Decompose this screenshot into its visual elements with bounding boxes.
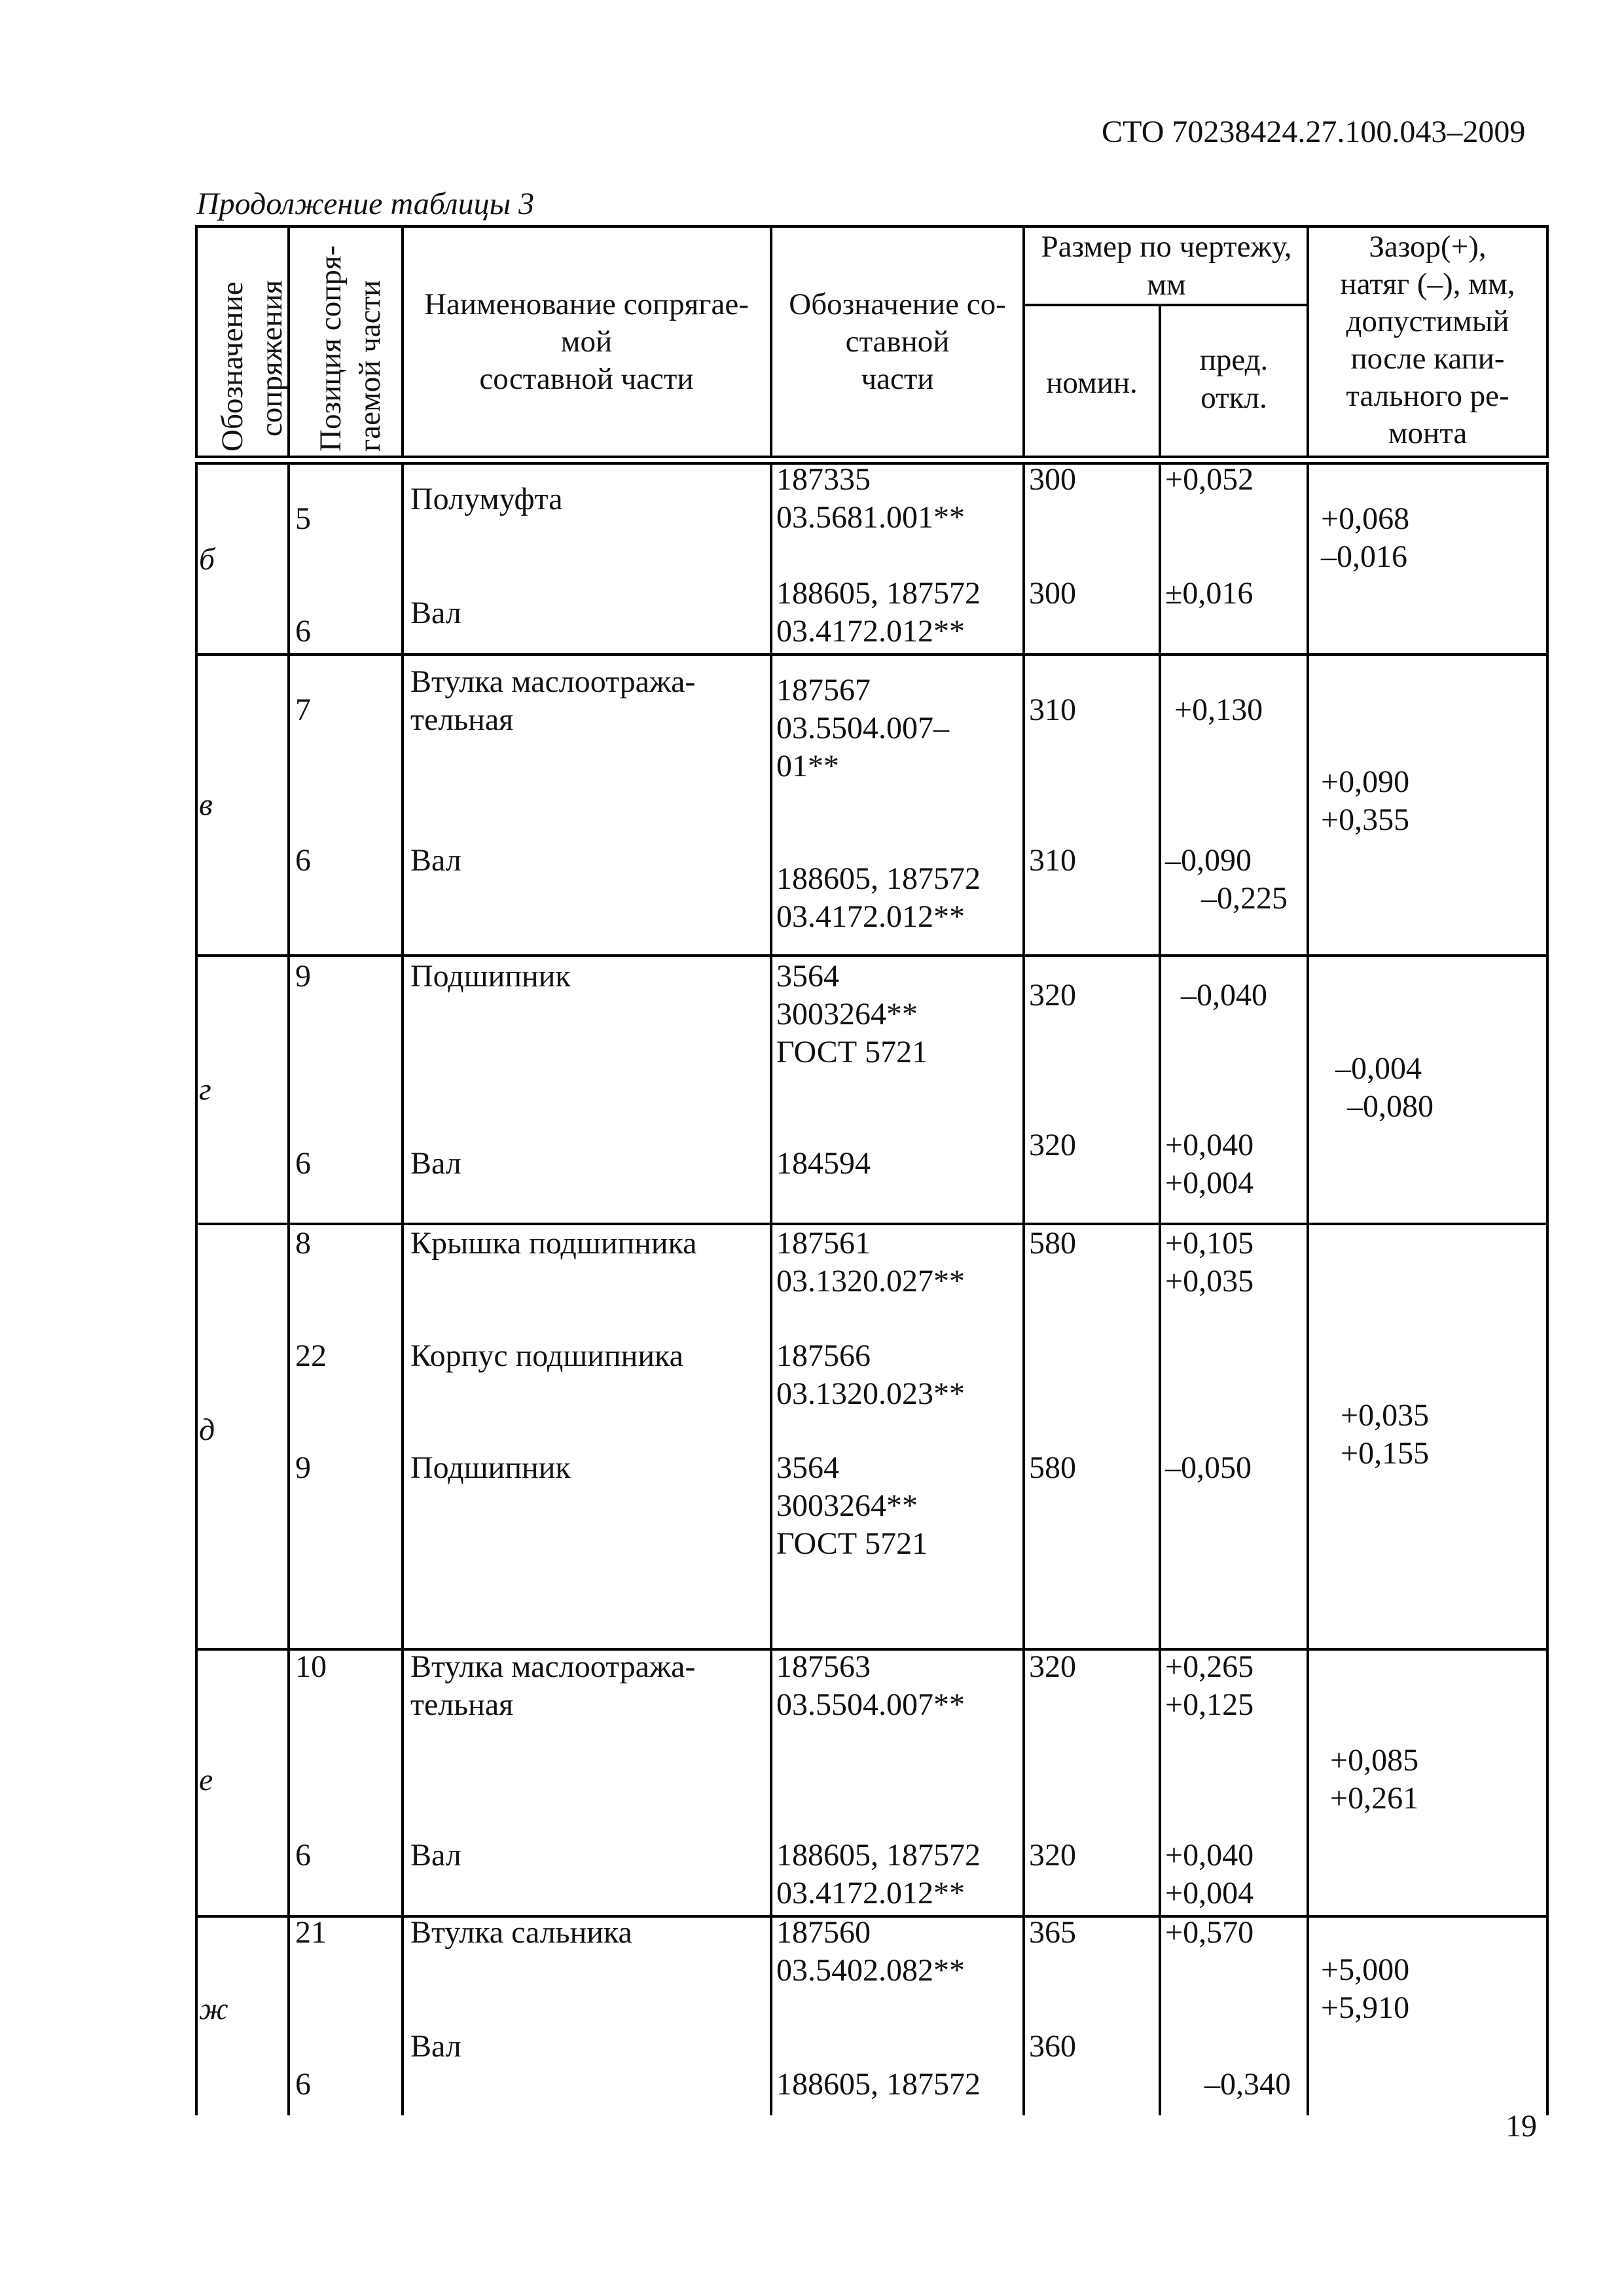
part-component-line: 03.5504.007– — [776, 711, 949, 745]
part-component-line: 184594 — [776, 1146, 871, 1181]
table-row-group — [199, 664, 1409, 934]
part-position — [295, 501, 311, 536]
part-nominal-line: 310 — [1029, 843, 1076, 878]
part-position — [295, 843, 311, 878]
header-clearance-line: тального ре- — [1346, 379, 1509, 413]
part-tolerance-line: –0,225 — [1201, 881, 1288, 916]
part-tolerance-line: –0,040 — [1181, 978, 1267, 1013]
part-name-line: Втулка сальника — [410, 1915, 632, 1950]
part-position — [295, 692, 311, 727]
part-tolerance-line: –0,050 — [1165, 1450, 1252, 1485]
part-component-line: 187566 — [776, 1338, 871, 1373]
part-tolerance-line: ±0,016 — [1165, 576, 1254, 611]
part-tolerance — [1165, 462, 1254, 497]
part-component — [776, 673, 950, 783]
part-name-line: Вал — [410, 843, 461, 878]
part-component-line: ГОСТ 5721 — [776, 1526, 928, 1561]
table-row-group — [199, 959, 1434, 1200]
part-component — [776, 462, 965, 535]
group-clearance — [1321, 764, 1409, 837]
header-size-group — [1041, 230, 1292, 302]
part-tolerance — [1165, 1128, 1254, 1200]
part-nominal — [1029, 692, 1076, 727]
part-nominal-line: 360 — [1029, 2029, 1076, 2064]
group-clearance-line: +0,261 — [1330, 1781, 1419, 1816]
part-component-line: 188605, 187572 — [776, 1838, 981, 1873]
part-tolerance-line: +0,004 — [1165, 1166, 1254, 1200]
part-name — [410, 664, 695, 737]
part-tolerance — [1164, 843, 1288, 916]
part-tolerance-line: +0,570 — [1165, 1915, 1254, 1950]
part-position — [295, 2067, 311, 2102]
part-name — [410, 959, 571, 994]
group-designation — [199, 1072, 211, 1107]
table-content — [199, 230, 1515, 2102]
page-number: 19 — [1506, 2109, 1537, 2144]
header-designation — [215, 280, 289, 452]
part-nominal-line: 320 — [1029, 978, 1076, 1013]
part-component-line: 3003264** — [776, 1488, 918, 1523]
part-name — [410, 482, 563, 516]
part-nominal — [1029, 1915, 1076, 1950]
document-code: СТО 70238424.27.100.043–2009 — [1102, 115, 1526, 149]
header-component-line: Обозначение со- — [789, 287, 1006, 321]
part-component-line: 03.1320.023** — [776, 1376, 965, 1411]
table-row-group — [199, 1226, 1429, 1561]
header-designation-line: Обозначение — [215, 281, 249, 452]
part-nominal-line: 365 — [1029, 1915, 1076, 1950]
part-name-line: Втулка маслоотража- — [410, 664, 696, 699]
header-component-line: части — [861, 362, 934, 396]
group-clearance — [1341, 1398, 1429, 1471]
part-component-line: 03.1320.027** — [776, 1264, 965, 1299]
part-name — [410, 1450, 571, 1485]
part-name-line: Вал — [410, 1838, 461, 1873]
part-tolerance-line: +0,040 — [1165, 1128, 1254, 1162]
part-name-line: Вал — [410, 2029, 461, 2064]
group-designation — [199, 542, 216, 577]
part-nominal — [1029, 1226, 1076, 1261]
part-component-line: 01** — [776, 749, 839, 783]
part-component-line: ГОСТ 5721 — [776, 1035, 928, 1069]
part-tolerance-line: +0,052 — [1165, 462, 1254, 497]
table-row-group — [199, 1915, 1409, 2102]
header-clearance-line: Зазор(+), — [1369, 230, 1487, 264]
part-position-line: 6 — [295, 1838, 311, 1873]
part-nominal — [1029, 1450, 1076, 1485]
part-name — [410, 1146, 461, 1181]
part-tolerance-line: +0,035 — [1165, 1264, 1254, 1299]
part-name — [410, 1838, 461, 1873]
part-nominal-line: 320 — [1029, 1838, 1076, 1873]
part-component — [776, 2067, 981, 2102]
header-name-line: составной части — [479, 362, 694, 396]
header-position — [314, 245, 387, 452]
group-clearance-line: +0,068 — [1321, 501, 1410, 536]
part-name — [410, 843, 461, 878]
group-designation-line: д — [199, 1412, 215, 1447]
part-component-line: 188605, 187572 — [776, 2067, 981, 2102]
part-position-line: 6 — [295, 843, 311, 878]
part-position — [295, 1915, 327, 1950]
part-tolerance-line: +0,040 — [1165, 1838, 1254, 1873]
part-nominal — [1029, 462, 1076, 497]
part-name — [410, 1338, 683, 1373]
part-tolerance-line: –0,090 — [1165, 843, 1252, 878]
part-tolerance-line: +0,125 — [1165, 1687, 1254, 1722]
header-component-line: ставной — [845, 325, 950, 359]
header-tolerance — [1200, 343, 1269, 415]
part-nominal-line: 580 — [1029, 1226, 1076, 1261]
part-tolerance — [1165, 1915, 1254, 1950]
header-clearance — [1341, 230, 1515, 450]
part-position-line: 21 — [295, 1915, 327, 1950]
part-tolerance-line: +0,105 — [1165, 1226, 1254, 1261]
part-tolerance — [1165, 1226, 1254, 1299]
part-position — [295, 959, 311, 994]
group-designation — [199, 1992, 228, 2026]
part-position-line: 9 — [295, 1450, 311, 1485]
header-clearance-line: допустимый — [1346, 304, 1509, 338]
header-position-line: Позиция сопря- — [314, 245, 348, 452]
part-position-line: 7 — [295, 692, 311, 727]
group-clearance-line: +0,155 — [1341, 1436, 1430, 1471]
part-position — [295, 614, 311, 649]
part-name-line: Крышка подшипника — [410, 1226, 697, 1261]
header-nominal — [1046, 366, 1138, 400]
group-clearance-line: +0,355 — [1321, 802, 1410, 837]
group-clearance — [1330, 1743, 1418, 1816]
part-component-line: 187335 — [776, 462, 871, 497]
part-position — [295, 1450, 311, 1485]
part-position — [295, 1338, 327, 1373]
group-clearance — [1320, 501, 1409, 574]
part-component-line: 187563 — [776, 1649, 871, 1684]
header-tolerance-line: откл. — [1200, 381, 1267, 415]
header-position-line: гаемой части — [353, 279, 387, 452]
header-size-group-line: мм — [1147, 268, 1186, 302]
part-name — [410, 1915, 632, 1950]
part-component-line: 03.5681.001** — [776, 500, 965, 535]
group-designation — [199, 787, 213, 822]
header-clearance-line: монта — [1388, 416, 1468, 450]
part-nominal — [1029, 1649, 1076, 1684]
group-clearance-line: +0,090 — [1321, 764, 1410, 799]
part-position-line: 10 — [295, 1649, 327, 1684]
table-row-group — [199, 462, 1409, 649]
part-name — [410, 596, 461, 630]
part-name-line: Вал — [410, 1146, 461, 1181]
part-position — [295, 1226, 311, 1261]
part-nominal — [1029, 843, 1076, 878]
part-name-line: Втулка маслоотража- — [410, 1649, 696, 1684]
table-row-group — [199, 1649, 1418, 1910]
part-tolerance — [1174, 692, 1263, 727]
group-designation — [199, 1763, 213, 1797]
part-position — [295, 1838, 311, 1873]
part-nominal-line: 580 — [1029, 1450, 1076, 1485]
part-component-line: 03.4172.012** — [776, 614, 965, 649]
part-component — [776, 1838, 981, 1910]
header-size-group-line: Размер по чертежу, — [1041, 230, 1292, 264]
part-name-line: Подшипник — [410, 959, 571, 994]
part-component-line: 187567 — [776, 673, 871, 708]
part-name-line: Подшипник — [410, 1450, 571, 1485]
part-position-line: 5 — [295, 501, 311, 536]
part-nominal-line: 300 — [1029, 576, 1076, 611]
part-name — [410, 1649, 695, 1722]
part-component — [776, 1226, 965, 1299]
header-name-line: мой — [560, 325, 613, 359]
header-clearance-line: после капи- — [1350, 342, 1505, 376]
part-tolerance — [1165, 576, 1253, 611]
part-tolerance — [1204, 2067, 1291, 2102]
part-position-line: 6 — [295, 1146, 311, 1181]
part-position-line: 9 — [295, 959, 311, 994]
part-component — [776, 1915, 965, 1988]
part-nominal — [1029, 1838, 1076, 1873]
table-caption: Продолжение таблицы 3 — [196, 187, 535, 221]
group-clearance-line: +0,035 — [1341, 1398, 1430, 1433]
group-clearance-line: +5,910 — [1321, 1990, 1410, 2025]
part-nominal — [1029, 1128, 1076, 1162]
part-tolerance — [1164, 1450, 1252, 1485]
group-clearance — [1335, 1051, 1434, 1124]
group-clearance — [1321, 1952, 1409, 2025]
part-component — [776, 959, 928, 1069]
part-component-line: 3003264** — [776, 997, 918, 1031]
part-component-line: 187560 — [776, 1915, 871, 1950]
part-nominal-line: 300 — [1029, 462, 1076, 497]
part-component-line: 03.5402.082** — [776, 1953, 965, 1988]
part-component-line: 3564 — [776, 959, 839, 994]
part-position — [295, 1146, 311, 1181]
part-position-line: 22 — [295, 1338, 327, 1373]
part-nominal — [1029, 576, 1076, 611]
group-clearance-line: –0,016 — [1321, 539, 1407, 574]
header-name-line: Наименование сопрягае- — [424, 287, 749, 321]
group-clearance-line: –0,004 — [1335, 1051, 1422, 1086]
group-designation-line: г — [199, 1072, 211, 1107]
part-component-line: 03.4172.012** — [776, 899, 965, 934]
group-designation-line: ж — [199, 1992, 228, 2026]
part-nominal — [1029, 2029, 1076, 2064]
part-component — [776, 1338, 965, 1411]
group-clearance-line: –0,080 — [1347, 1089, 1434, 1124]
part-tolerance — [1165, 1838, 1254, 1910]
part-component — [776, 1450, 928, 1561]
header-nominal-line: номин. — [1046, 366, 1138, 400]
part-nominal-line: 320 — [1029, 1128, 1076, 1162]
part-component — [776, 576, 981, 649]
group-designation-line: е — [199, 1763, 213, 1797]
part-tolerance — [1180, 978, 1267, 1013]
part-component — [776, 1649, 965, 1722]
header-tolerance-line: пред. — [1199, 343, 1269, 377]
part-position-line: 6 — [295, 614, 311, 649]
part-component — [776, 1146, 871, 1181]
part-name — [410, 2029, 461, 2064]
group-clearance-line: +0,085 — [1330, 1743, 1419, 1778]
part-component-line: 3564 — [776, 1450, 839, 1485]
part-tolerance-line: +0,130 — [1174, 692, 1263, 727]
part-name-line: Полумуфта — [410, 482, 563, 516]
part-nominal-line: 310 — [1029, 692, 1076, 727]
group-designation-line: б — [199, 542, 215, 577]
header-designation-line: сопряжения — [255, 279, 289, 437]
part-component-line: 03.5504.007** — [776, 1687, 965, 1722]
part-position — [295, 1649, 327, 1684]
part-nominal — [1029, 978, 1076, 1013]
part-name — [410, 1226, 696, 1261]
part-tolerance-line: +0,004 — [1165, 1876, 1254, 1910]
header-clearance-line: натяг (–), мм, — [1340, 267, 1515, 301]
part-component-line: 187561 — [776, 1226, 871, 1261]
part-name-line: тельная — [410, 702, 514, 737]
header-name — [424, 287, 749, 396]
group-designation — [199, 1412, 215, 1447]
part-tolerance-line: –0,340 — [1204, 2067, 1291, 2102]
part-component-line: 188605, 187572 — [776, 576, 981, 611]
part-tolerance-line: +0,265 — [1165, 1649, 1254, 1684]
part-position-line: 6 — [295, 2067, 311, 2102]
header-component — [789, 287, 1005, 396]
part-tolerance — [1165, 1649, 1254, 1722]
part-component — [776, 861, 981, 934]
part-component-line: 188605, 187572 — [776, 861, 981, 896]
group-designation-line: в — [199, 787, 213, 822]
group-clearance-line: +5,000 — [1321, 1952, 1410, 1987]
part-name-line: Вал — [410, 596, 461, 630]
part-nominal-line: 320 — [1029, 1649, 1076, 1684]
part-name-line: тельная — [410, 1687, 514, 1722]
part-position-line: 8 — [295, 1226, 311, 1261]
part-name-line: Корпус подшипника — [410, 1338, 683, 1373]
part-component-line: 03.4172.012** — [776, 1876, 965, 1910]
